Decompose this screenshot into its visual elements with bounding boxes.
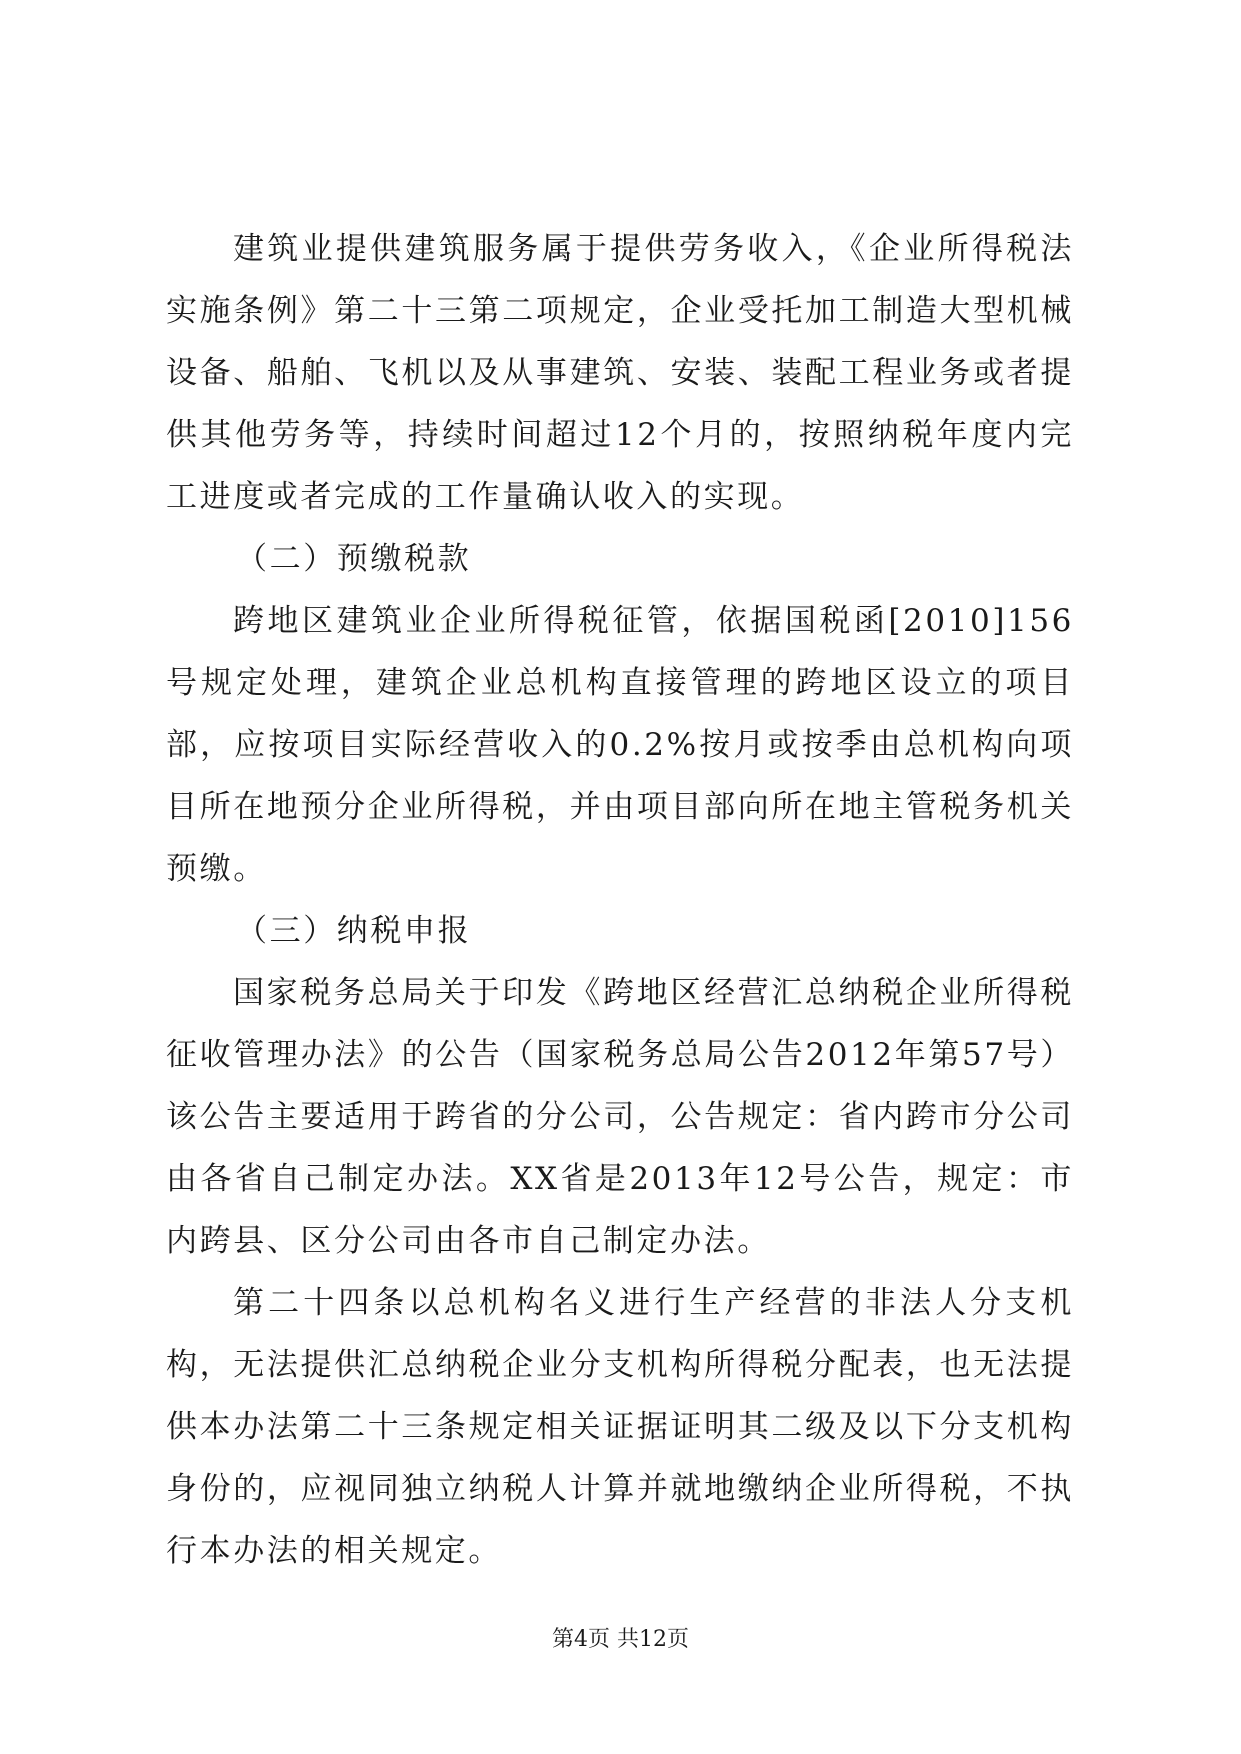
paragraph-article-24: 第二十四条以总机构名义进行生产经营的非法人分支机构，无法提供汇总纳税企业分支机构所得税分配表，也无法提供本办法第二十三条规定相关证据证明其二级及以下分支机构身份的，应视同独立纳税人计算并就地缴纳企业所得税，不执行本办法的相关规定。 [166, 1285, 1074, 1569]
paragraph-tax-filing: 国家税务总局关于印发《跨地区经营汇总纳税企业所得税征收管理办法》的公告（国家税务总局公告2012年第57号）该公告主要适用于跨省的分公司，公告规定：省内跨市分公司由各省自己制定办法。XX省是2013年12号公告，规定：市内跨县、区分公司由各市自己制定办法。 [166, 975, 1074, 1259]
section-heading-prepayment: （二）预缴税款 [236, 541, 472, 577]
section-heading-tax-filing: （三）纳税申报 [236, 913, 472, 949]
paragraph-prepayment: 跨地区建筑业企业所得税征管，依据国税函[2010]156号规定处理，建筑企业总机构直接管理的跨地区设立的项目部，应按项目实际经营收入的0.2%按月或按季由总机构向项目所在地预分企业所得税，并由项目部向所在地主管税务机关预缴。 [166, 603, 1074, 887]
document-body [166, 218, 1074, 1582]
paragraph-revenue-recognition: 建筑业提供建筑服务属于提供劳务收入，《企业所得税法实施条例》第二十三第二项规定，企业受托加工制造大型机械设备、船舶、飞机以及从事建筑、安装、装配工程业务或者提供其他劳务等，持续时间超过12个月的，按照纳税年度内完工进度或者完成的工作量确认收入的实现。 [166, 231, 1074, 515]
page-footer: 第4页 共12页 [552, 1627, 689, 1652]
